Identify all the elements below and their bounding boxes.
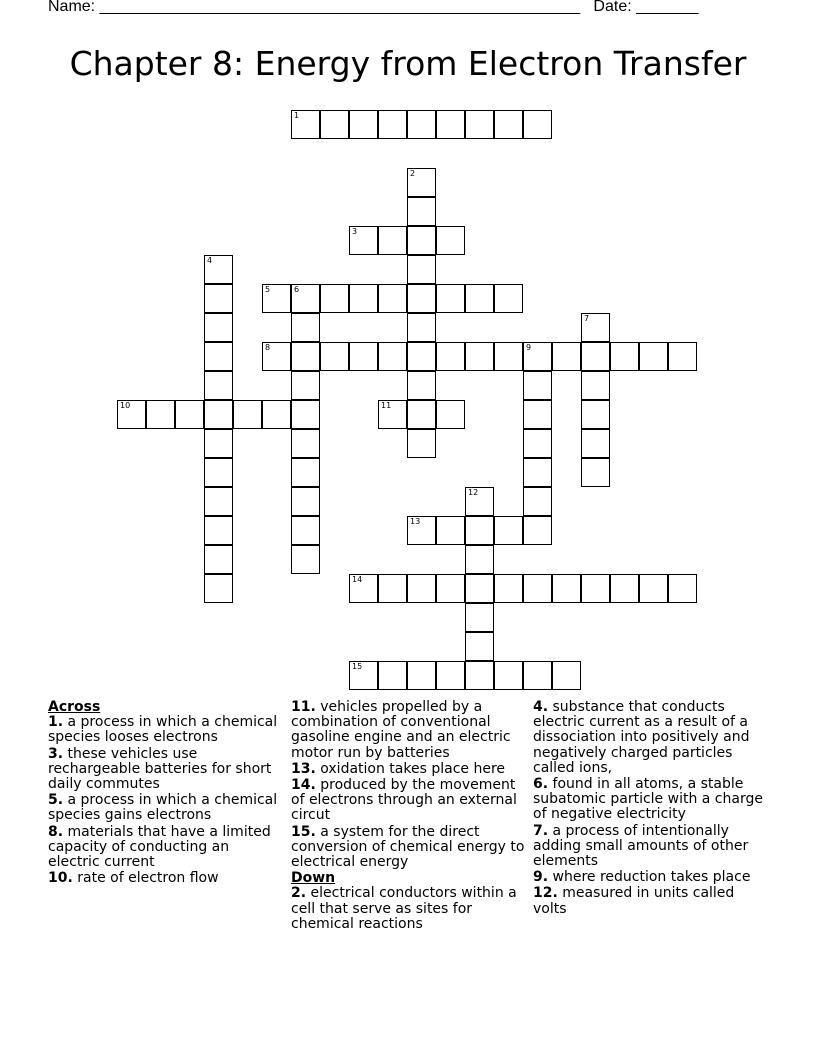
grid-cell[interactable] [291,516,320,545]
grid-cell[interactable] [610,574,639,603]
grid-cell[interactable] [204,371,233,400]
grid-cell[interactable] [523,429,552,458]
grid-cell[interactable] [378,110,407,139]
grid-cell[interactable] [407,197,436,226]
clue-item [291,886,526,932]
grid-cell[interactable] [581,458,610,487]
grid-cell[interactable] [291,458,320,487]
grid-cell[interactable] [349,284,378,313]
clue-number-label: 3. [48,745,64,762]
clues-column-3 [533,700,768,918]
grid-cell[interactable] [552,342,581,371]
clue-number-label: 4. [533,699,549,715]
grid-cell[interactable] [349,661,378,690]
grid-cell[interactable] [204,313,233,342]
page-title: Chapter 8: Energy from Electron Transfer [69,44,747,83]
grid-cell[interactable] [378,284,407,313]
clue-text: vehicles propelled by a combination of conventional gasoline engine and an electric motor run by batteries [291,699,511,761]
grid-cell[interactable] [407,371,436,400]
across-clue-list-continued [291,700,526,870]
grid-cell[interactable] [378,400,407,429]
down-clue-list-continued [533,700,768,917]
grid-cell[interactable] [349,110,378,139]
grid-cell[interactable] [494,516,523,545]
clue-number-label: 5. [48,792,64,809]
clue-text: a process in which a chemical species gains electrons [48,792,278,824]
clue-number-label: 6. [533,776,549,793]
grid-cell[interactable] [204,284,233,313]
clue-text: found in all atoms, a stable subatomic particle with a charge of negative electricity [533,776,763,823]
grid-cell[interactable] [465,487,494,516]
grid-cell[interactable] [668,342,697,371]
grid-cell[interactable] [378,226,407,255]
grid-cell[interactable] [465,603,494,632]
clue-item [533,824,768,870]
clue-number: 4 [207,256,213,265]
grid-cell[interactable] [436,110,465,139]
clue-text: a process in which a chemical species looses electrons [48,714,278,746]
grid-cell[interactable] [436,226,465,255]
grid-cell[interactable] [291,371,320,400]
grid-cell[interactable] [407,313,436,342]
grid-cell[interactable] [146,400,175,429]
grid-cell[interactable] [523,661,552,690]
clues-column-1 [48,700,283,887]
clue-number: 5 [265,285,271,294]
clue-number: 13 [410,517,421,526]
clue-number: 6 [294,285,300,294]
grid-cell[interactable] [523,371,552,400]
grid-cell[interactable] [204,400,233,429]
clue-text: substance that conducts electric current as a result of a dissociation into positively and negatively charged particles called ions, [533,699,750,776]
grid-cell[interactable] [465,110,494,139]
clue-number-label: 9. [533,869,549,886]
clue-item [48,715,283,745]
clue-text: produced by the movement of electrons through an external circut [291,777,517,824]
name-date-line[interactable]: Name: ______________________________________________________ Date: _______ [48,0,699,15]
grid-cell[interactable] [407,168,436,197]
clue-text: materials that have a limited capacity of conducting an electric current [48,823,271,871]
down-clue-list [291,886,526,932]
grid-cell[interactable] [407,226,436,255]
grid-cell[interactable] [494,574,523,603]
clue-item [48,871,283,886]
grid-cell[interactable] [204,255,233,284]
clue-number-label: 2. [291,885,307,902]
grid-cell[interactable] [407,574,436,603]
clue-text: a system for the direct conversion of chemical energy to electrical energy [291,823,525,871]
grid-cell[interactable] [436,661,465,690]
grid-cell[interactable] [465,342,494,371]
clue-item [291,778,526,824]
grid-cell[interactable] [407,284,436,313]
clue-number: 11 [381,401,392,410]
clue-number-label: 12. [533,885,558,902]
grid-cell[interactable] [204,574,233,603]
grid-cell[interactable] [204,487,233,516]
grid-cell[interactable] [436,400,465,429]
clues-column-2 [291,700,526,933]
grid-cell[interactable] [523,487,552,516]
clue-item [533,886,768,916]
grid-cell[interactable] [407,110,436,139]
grid-cell[interactable] [523,110,552,139]
grid-cell[interactable] [320,342,349,371]
clue-item [533,777,768,823]
grid-cell[interactable] [204,342,233,371]
clue-number: 2 [410,169,416,178]
clue-text: rate of electron flow [77,870,219,887]
grid-cell[interactable] [378,661,407,690]
grid-cell[interactable] [291,545,320,574]
grid-cell[interactable] [494,661,523,690]
clue-item [48,825,283,871]
grid-cell[interactable] [407,661,436,690]
grid-cell[interactable] [436,342,465,371]
clue-number-label: 14. [291,777,316,794]
grid-cell[interactable] [465,574,494,603]
clue-number-label: 8. [48,823,64,840]
grid-cell[interactable] [465,661,494,690]
clue-number-label: 10. [48,870,73,887]
grid-cell[interactable] [436,284,465,313]
grid-cell[interactable] [291,342,320,371]
grid-cell[interactable] [291,487,320,516]
clue-number: 15 [352,662,363,671]
grid-cell[interactable] [349,342,378,371]
grid-cell[interactable] [523,516,552,545]
across-clue-list [48,715,283,886]
grid-cell[interactable] [349,574,378,603]
clue-number-label: 15. [291,823,316,840]
clue-number: 3 [352,227,358,236]
grid-cell[interactable] [523,458,552,487]
clue-item [48,747,283,793]
clue-text: electrical conductors within a cell that serve as sites for chemical reactions [291,885,517,932]
grid-cell[interactable] [494,342,523,371]
clue-number: 7 [584,314,590,323]
clue-text: where reduction takes place [552,869,751,886]
clue-number-label: 1. [48,714,64,731]
grid-cell[interactable] [291,313,320,342]
grid-cell[interactable] [581,429,610,458]
grid-cell[interactable] [581,574,610,603]
grid-cell[interactable] [668,574,697,603]
grid-cell[interactable] [436,574,465,603]
grid-cell[interactable] [581,313,610,342]
clue-number: 1 [294,111,300,120]
grid-cell[interactable] [291,284,320,313]
grid-cell[interactable] [204,516,233,545]
grid-cell[interactable] [552,661,581,690]
grid-cell[interactable] [523,400,552,429]
clue-item [291,762,526,777]
grid-cell[interactable] [581,342,610,371]
grid-cell[interactable] [639,342,668,371]
clue-text: measured in units called volts [533,885,735,917]
grid-cell[interactable] [291,400,320,429]
clue-item [48,793,283,823]
grid-cell[interactable] [523,342,552,371]
grid-cell[interactable] [320,110,349,139]
grid-cell[interactable] [407,516,436,545]
grid-cell[interactable] [117,400,146,429]
grid-cell[interactable] [204,429,233,458]
grid-cell[interactable] [378,574,407,603]
grid-cell[interactable] [610,342,639,371]
clue-number: 9 [526,343,532,352]
grid-cell[interactable] [349,226,378,255]
grid-cell[interactable] [204,545,233,574]
grid-cell[interactable] [291,110,320,139]
grid-cell[interactable] [175,400,204,429]
clue-item [291,825,526,871]
grid-cell[interactable] [291,429,320,458]
clue-number: 8 [265,343,271,352]
clue-text: these vehicles use rechargeable batteries for short daily commutes [48,745,272,793]
grid-cell[interactable] [523,574,552,603]
grid-cell[interactable] [262,400,291,429]
clue-number: 12 [468,488,479,497]
clue-item [533,700,768,776]
grid-cell[interactable] [320,284,349,313]
grid-cell[interactable] [465,516,494,545]
grid-cell[interactable] [465,284,494,313]
grid-cell[interactable] [407,429,436,458]
down-heading: Down [291,870,336,887]
grid-cell[interactable] [581,371,610,400]
grid-cell[interactable] [407,342,436,371]
grid-cell[interactable] [378,342,407,371]
clue-text: a process of intentionally adding small amounts of other elements [533,822,749,870]
clue-number-label: 7. [533,822,549,839]
grid-cell[interactable] [465,632,494,661]
across-heading: Across [48,699,101,715]
grid-cell[interactable] [407,255,436,284]
grid-cell[interactable] [465,545,494,574]
grid-cell[interactable] [494,284,523,313]
clue-number: 14 [352,575,363,584]
grid-cell[interactable] [639,574,668,603]
grid-cell[interactable] [262,342,291,371]
grid-cell[interactable] [204,458,233,487]
grid-cell[interactable] [407,400,436,429]
grid-cell[interactable] [436,516,465,545]
grid-cell[interactable] [552,574,581,603]
grid-cell[interactable] [233,400,262,429]
clue-number-label: 13. [291,760,316,777]
clue-number: 10 [120,401,131,410]
clue-item [291,700,526,761]
grid-cell[interactable] [581,400,610,429]
clue-number-label: 11. [291,699,316,715]
grid-cell[interactable] [494,110,523,139]
clue-text: oxidation takes place here [320,760,506,777]
clue-item [533,870,768,885]
grid-cell[interactable] [262,284,291,313]
